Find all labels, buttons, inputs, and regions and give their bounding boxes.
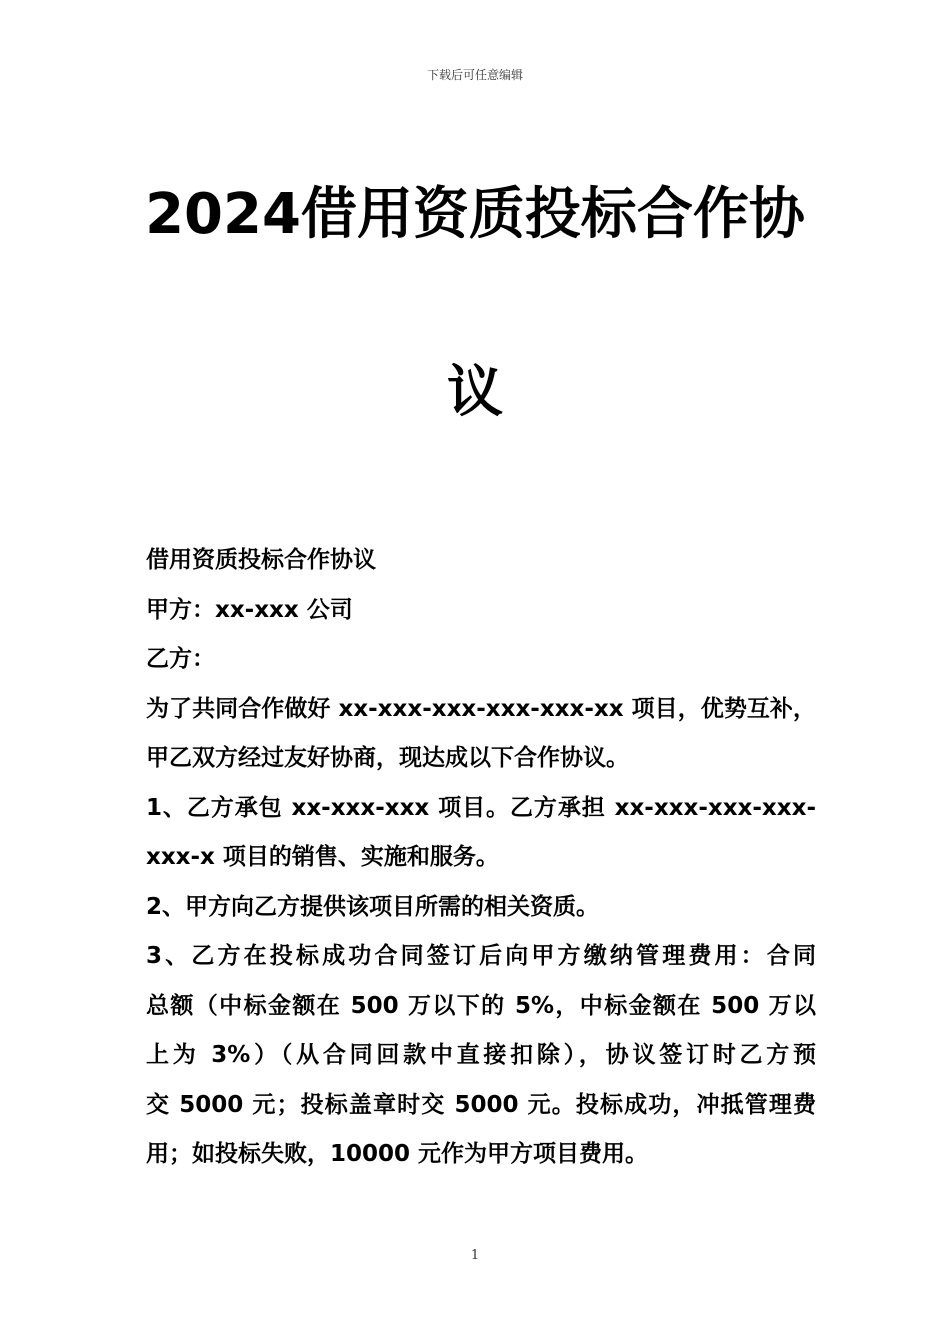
agreement-subtitle: 借用资质投标合作协议 <box>146 547 376 573</box>
document-body <box>146 536 816 1180</box>
clause-3-line-1: 3、乙方在投标成功合同签订后向甲方缴纳管理费用：合同 <box>146 943 816 969</box>
party-a-line: 甲方：xx-xxx 公司 <box>146 596 353 623</box>
page-number: 1 <box>470 1248 480 1263</box>
clause-3-line-3: 上为 3%）（从合同回款中直接扣除），协议签订时乙方预 <box>146 1042 816 1068</box>
page-header-note: 下载后可任意编辑 <box>426 68 523 82</box>
intro-paragraph-line-2: 甲乙双方经过友好协商，现达成以下合作协议。 <box>146 745 629 771</box>
party-b-line: 乙方： <box>146 646 215 672</box>
clause-3-line-4: 交 5000 元；投标盖章时交 5000 元。投标成功，冲抵管理费 <box>146 1091 816 1118</box>
document-title-line-1: 2024借用资质投标合作协 <box>145 182 805 247</box>
intro-paragraph-line-1: 为了共同合作做好 xx-xxx-xxx-xxx-xxx-xx 项目，优势互补， <box>146 695 816 722</box>
clause-2-line: 2、甲方向乙方提供该项目所需的相关资质。 <box>146 893 600 920</box>
clause-3-line-2: 总额（中标金额在 500 万以下的 5%，中标金额在 500 万以 <box>146 992 816 1019</box>
clause-3-line-5: 用；如投标失败，10000 元作为甲方项目费用。 <box>146 1141 649 1167</box>
clause-1-line-2: xxx-x 项目的销售、实施和服务。 <box>146 844 499 870</box>
clause-1-line-1: 1、乙方承包 xx-xxx-xxx 项目。乙方承担 xx-xxx-xxx-xxx- <box>146 794 816 821</box>
document-title-line-2: 议 <box>447 360 503 425</box>
